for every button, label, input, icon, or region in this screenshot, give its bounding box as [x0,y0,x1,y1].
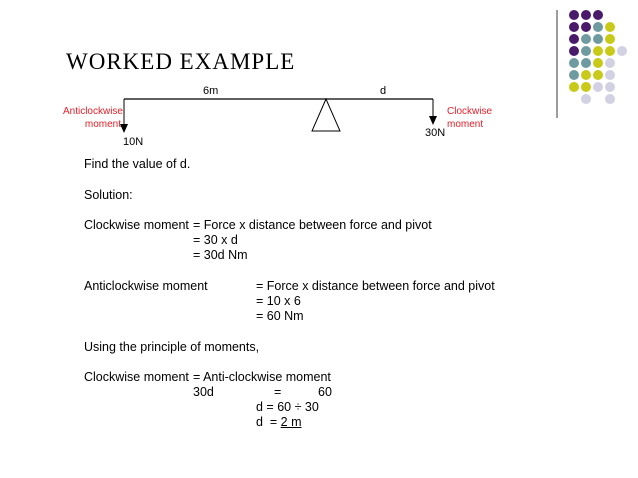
force-label-30n: 30N [425,127,446,139]
equation-step-1: = Anti-clockwise moment [193,370,331,384]
principle-text: Using the principle of moments, [84,340,260,354]
clockwise-step-2: = 30 x d [193,233,238,247]
clockwise-moment-label [447,105,492,131]
equation-equals: = [274,385,282,399]
equation-30d: 30d [193,385,214,399]
final-answer [256,415,302,430]
anticlockwise-moment-label [61,105,123,131]
question-text: Find the value of d. [84,157,191,171]
force-label-10n: 10N [123,136,144,148]
distance-label-d: d [380,85,387,97]
final-answer-prefix: d = [256,415,281,429]
clockwise-label-line2: moment [447,119,484,130]
equation-60: 60 [318,385,332,399]
clockwise-step-1: = Force x distance between force and pivot [193,218,432,232]
right-force-arrowhead [429,116,437,125]
equation-step-3: d = 60 ÷ 30 [256,400,319,414]
anticlockwise-label-line1: Anticlockwise [62,106,123,117]
distance-label-6m: 6m [203,85,219,97]
solution-heading: Solution: [84,188,133,202]
equation-heading: Clockwise moment [84,370,189,384]
anticlockwise-step-3: = 60 Nm [256,309,304,323]
final-answer-value: 2 m [280,415,302,429]
anticlockwise-moment-heading: Anticlockwise moment [84,279,208,293]
clockwise-label-line1: Clockwise [447,106,493,117]
anticlockwise-step-2: = 10 x 6 [256,294,301,308]
anticlockwise-step-1: = Force x distance between force and pivot [256,279,495,293]
clockwise-step-3: = 30d Nm [193,248,248,262]
page-title: WORKED EXAMPLE [66,49,296,74]
clockwise-moment-heading: Clockwise moment [84,218,189,232]
pivot-triangle [312,99,340,131]
anticlockwise-label-line2: moment [84,119,121,130]
